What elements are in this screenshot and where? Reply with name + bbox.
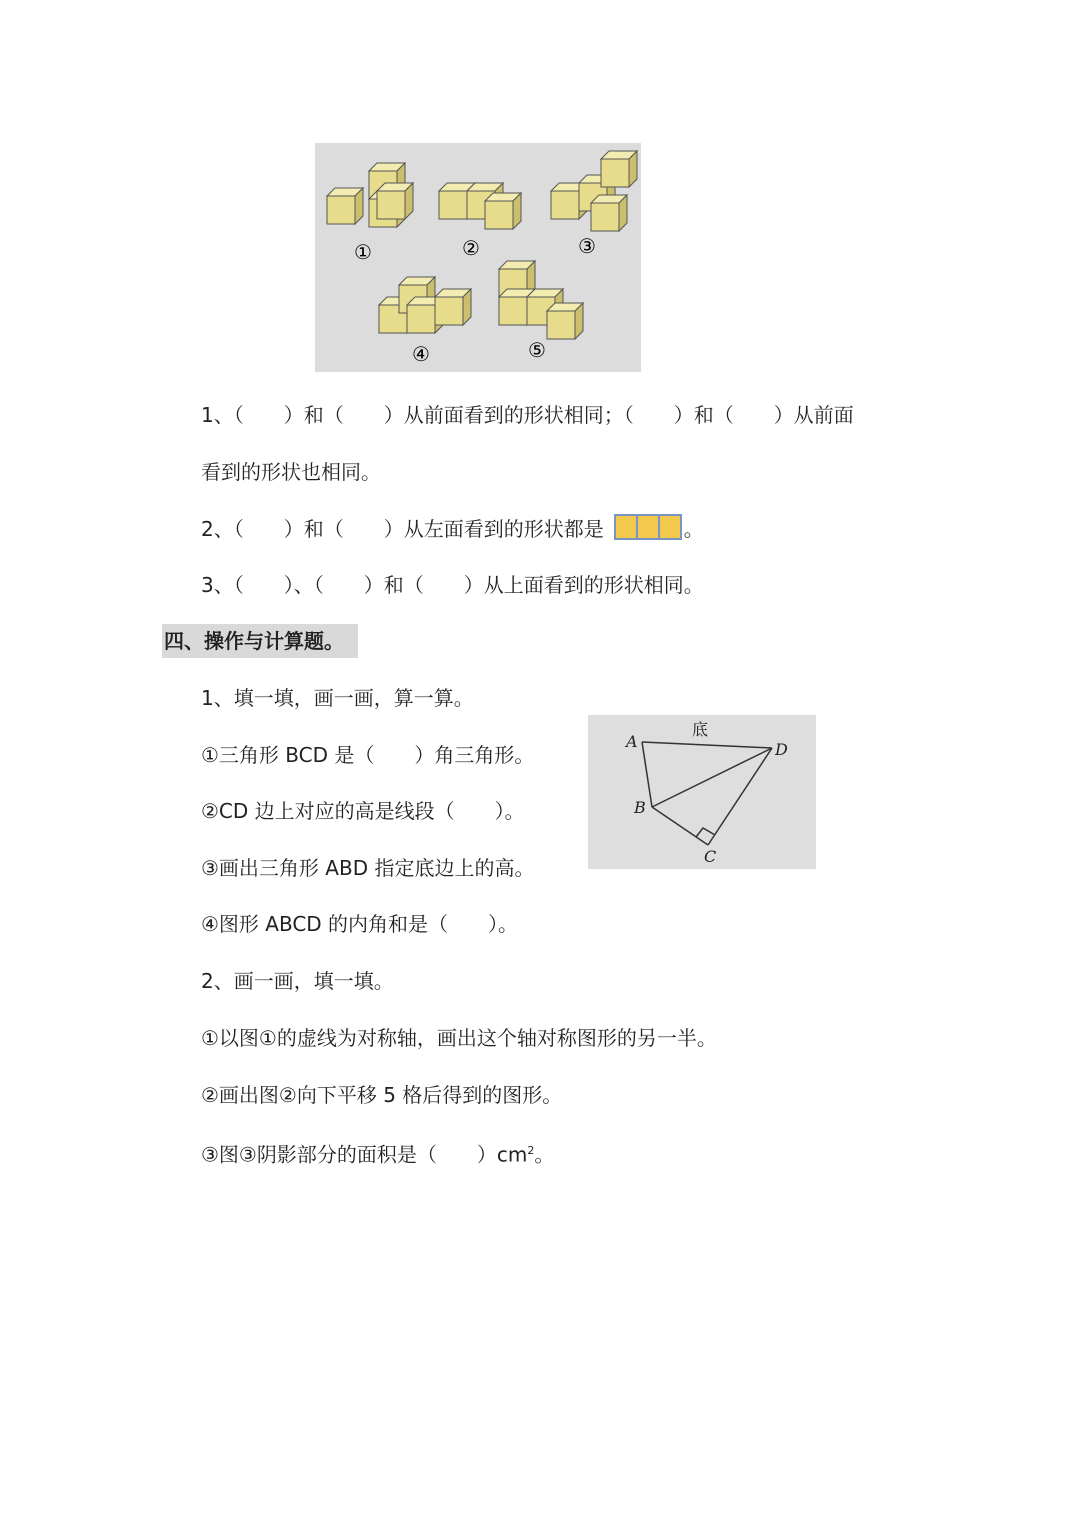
point-b-label: B [634,798,646,817]
p2-item-3 [201,1137,554,1169]
q2-text: 2、（ ）和（ ）从左面看到的形状都是 [201,517,604,541]
p2-item-3-sup: 2 [527,1144,535,1157]
cubes-label-3: ③ [578,234,596,258]
q1-line1: 1、（ ）和（ ）从前面看到的形状相同；（ ）和（ ）从前面 [201,403,854,427]
base-label: 底 [692,720,709,739]
cubes-label-2: ② [462,236,480,260]
triangle-figure-drawing [588,715,816,869]
edge-bd [652,748,772,807]
p2-item-2: ②画出图②向下平移 5 格后得到的图形。 [201,1083,563,1107]
cube-group-4 [379,277,471,333]
point-d-label: D [775,740,788,759]
p2-item-3-end: 。 [534,1142,555,1167]
point-c-label: C [704,847,717,866]
cubes-label-4: ④ [412,342,430,366]
edge-bc [652,807,708,845]
cube-group-2 [439,183,521,229]
q1-line2: 看到的形状也相同。 [201,460,381,484]
cubes-figure [315,143,641,372]
right-angle-mark [696,828,715,837]
p1-item-2: ②CD 边上对应的高是线段（ ）。 [201,799,525,823]
cubes-figure-drawing [315,143,641,372]
cubes-label-5: ⑤ [528,338,546,362]
p1-item-1: ①三角形 BCD 是（ ）角三角形。 [201,743,535,767]
p2-item-3-text: ③图③阴影部分的面积是（ ）cm [201,1142,528,1167]
q3-line: 3、（ ）、（ ）和（ ）从上面看到的形状相同。 [201,573,704,597]
p2-item-1: ①以图①的虚线为对称轴，画出这个轴对称图形的另一半。 [201,1026,717,1050]
cube-group-5 [499,261,583,339]
triangle-figure [588,715,816,869]
section-heading: 四、操作与计算题。 [162,624,358,658]
p1-item-4: ④图形 ABCD 的内角和是（ ）。 [201,912,519,936]
p1-title: 1、填一填，画一画，算一算。 [201,686,474,710]
point-a-label: A [626,732,638,751]
q2-end: 。 [683,517,704,541]
q2-line [201,514,704,547]
cube-group-3 [551,151,637,231]
edge-cd [708,748,772,845]
p2-title: 2、画一画，填一填。 [201,969,394,993]
edge-ad [642,742,772,748]
three-square-shape-icon [614,514,680,547]
cubes-label-1: ① [354,240,372,264]
cube-group-1 [327,163,413,227]
p1-item-3: ③画出三角形 ABD 指定底边上的高。 [201,856,535,880]
